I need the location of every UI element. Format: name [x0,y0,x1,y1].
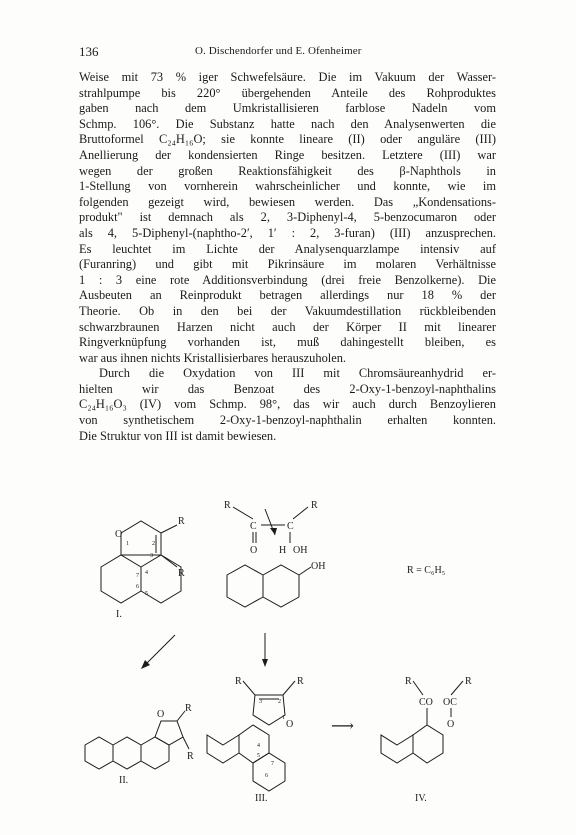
text-line: Ausbeuten an Reinprodukt betragen allerdings nur 18 % der [79,288,496,303]
hydroxyl-label: OH [293,545,308,556]
text-line: von synthetischem 2-Oxy-1-benzoyl-naphthalin erhalten konnten. [79,413,496,428]
bond-line [183,737,189,749]
substituent-r: R [178,516,185,527]
position-number: 4 [145,570,148,576]
arrow-head [262,659,268,667]
ring-shape [113,737,141,769]
body-text [79,70,496,444]
position-number: 2 [278,699,281,705]
position-number: 1 [126,541,129,547]
text-line: 1-Stellung von vornherein wahrscheinlicher und konnte, wie im [79,179,496,194]
text-line: war aus ihnen nichts Kristallisierbares herauszuholen. [79,350,347,365]
text-line: Es leuchtet im Lichte der Analysenquarzlampe intensiv auf [79,241,496,256]
text-line: Die Struktur von III ist damit bewiesen. [79,428,277,443]
text-line: Schmp. 106°. Die Substanz hatte nach den Analysenwerten die [79,116,496,131]
text-line: als 4, 5-Diphenyl-(naphtho-2′, 1′ : 2, 3-furan) (III) anzusprechen. [79,225,496,240]
hydroxyl-label: OH [311,561,326,572]
arrow-head [270,528,277,535]
atom-label-c: C [250,521,257,532]
bond-line [299,567,311,575]
text-line: Anellierung der kondensierten Ringe besitzen. Letztere (III) war [79,147,496,162]
text-line: C₂₄H₁₆O₃ (IV) vom Schmp. 98°, das wir auch durch Benzoylieren [79,397,496,412]
text-line: folgenden gezeigt wird, bewiesen werden. Das „Kondensations- [79,194,496,209]
position-number: 2 [152,541,155,547]
position-number: 3 [259,699,262,705]
text-line: gaben nach dem Umkristallisieren farblose Nadeln vom [79,101,496,116]
text-line: produkt" ist demnach als 2, 3-Diphenyl-4, 5-benzocumaron oder [79,210,496,225]
ring-shape [263,565,299,607]
substituent-r: R [235,676,242,687]
text-line: strahlpumpe bis 220° übergehenden Anteile des Rohproduktes [79,85,496,100]
substituent-definition: R = C₆H₅ [407,565,446,576]
ring-shape [155,721,183,745]
position-number: 4 [257,743,260,749]
bond-line [233,507,253,519]
structure-IV [381,676,472,804]
atom-label-o: O [250,545,258,556]
ring-shape [207,735,239,763]
structure-I [101,516,185,620]
bond-line [451,681,463,695]
page-header [79,44,497,64]
bond-line [283,681,295,695]
position-number: 5 [257,753,260,759]
structure-III [207,676,304,804]
ring-shape [141,737,169,769]
structure-label-III: III. [255,793,268,804]
running-title: O. Dischendorfer und E. Ofenheimer [195,45,362,57]
arrow-line [143,635,175,667]
atom-label-o: O [447,719,455,730]
text-line: 1 : 3 eine rote Additionsverbindung (drei freie Benzolkerne). Die [79,272,496,287]
atom-label-o: O [115,529,123,540]
text-line: wegen der großen Reaktionsfähigkeit des β-Naphthols in [79,163,496,178]
ring-shape [227,565,263,607]
bond-line [161,525,177,533]
position-number: 3 [150,553,153,559]
bond-line [243,681,255,695]
bond-line [413,681,423,695]
substituent-r: R [405,676,412,687]
page-number: 136 [79,44,99,59]
atom-label-o: O [157,709,165,720]
structure-label-II: II. [119,775,129,786]
text-line: Durch die Oxydation von III mit Chromsäureanhydrid er- [99,366,496,381]
bond-line [293,507,308,519]
ring-shape [121,521,161,555]
bond-line [161,555,177,567]
carbonyl-label: CO [419,697,433,708]
position-number: 7 [271,761,274,767]
atom-label-o: O [286,719,294,730]
ring-shape [413,725,443,763]
substituent-r: R [224,500,231,511]
substituent-r: R [297,676,304,687]
text-line: Weise mit 73 % iger Schwefelsäure. Die im Vakuum der Wasser- [79,70,496,84]
structure-label-IV: IV. [415,793,427,804]
text-line: Theorie. Ob in den bei der Vakuumdestillation rückbleibenden [79,303,496,318]
reaction-arrow: ⟶ [331,718,354,735]
substituent-r: R [187,751,194,762]
text-line: hielten wir das Benzoat des 2-Oxy-1-benzoyl-naphthalins [79,381,496,396]
bond-line [177,711,185,721]
text-line: (Furanring) und gibt mit Pikrinsäure im molaren Verhältnisse [79,257,496,272]
text-line: schwarzbraunen Harzen nicht auch der Körper II mit linearer [79,319,496,334]
structure-II [85,703,194,786]
substituent-r: R [311,500,318,511]
ring-shape [381,735,413,763]
position-number: 1 [282,715,285,721]
reaction-scheme-figure [79,495,499,815]
atom-label-c: C [287,521,294,532]
atom-label-h: H [279,545,287,556]
substituent-r: R [178,568,185,579]
substituent-r: R [465,676,472,687]
position-number: 6 [265,773,268,779]
ring-shape [101,555,141,603]
ester-label: OC [443,697,457,708]
structure-label-I: I. [116,609,122,620]
intermediate-structure [224,500,325,607]
ring-shape [85,737,113,769]
text-line: Ringverknüpfung vorhanden ist, muß dahingestellt bleiben, es [79,335,496,350]
position-number: 6 [136,584,139,590]
ring-shape [239,725,269,763]
substituent-r: R [185,703,192,714]
reaction-arrows [141,633,268,669]
text-line: Bruttoformel C₂₄H₁₆O; sie konnte lineare (II) oder anguläre (III) [79,132,496,147]
position-number: 7 [136,573,139,579]
position-number: 5 [145,591,148,597]
